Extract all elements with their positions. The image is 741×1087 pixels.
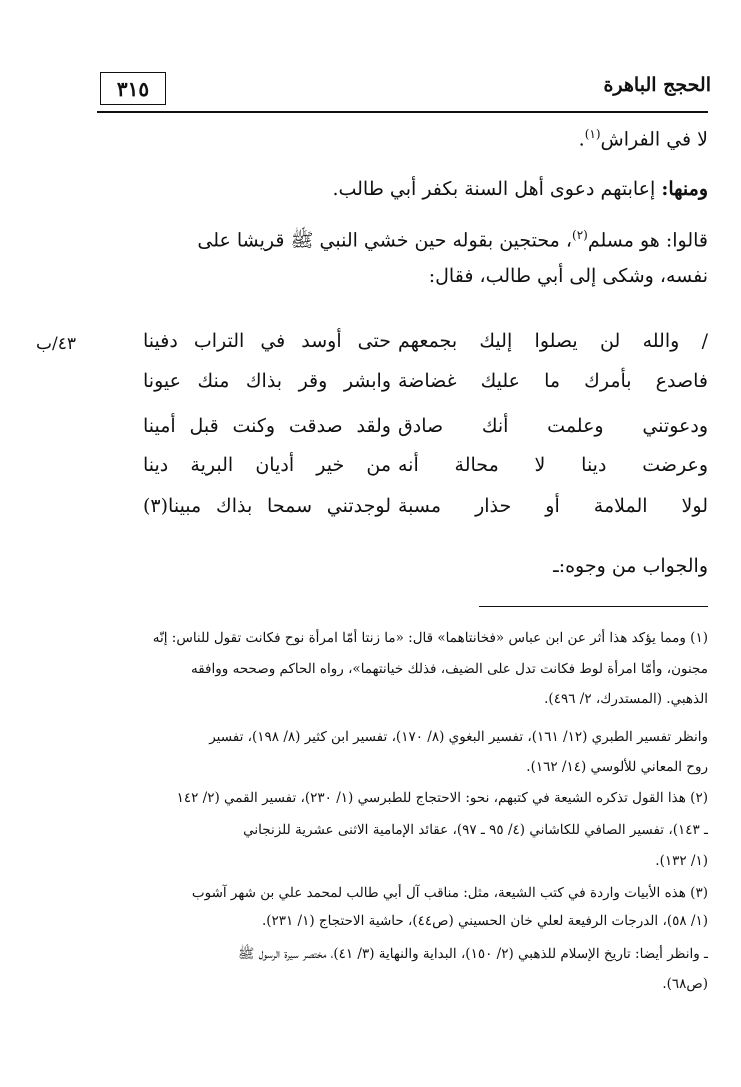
running-title: الحجج الباهرة [603, 74, 711, 96]
body-line-1 [579, 127, 708, 150]
footnote-ref-1: (١) [584, 127, 601, 141]
footnote-line: الذهبي. (المستدرك، ٢/ ٤٩٦). [544, 691, 708, 707]
body-line-3b: ، محتجين بقوله حين خشي النبي ﷺ قريشا على [197, 229, 573, 252]
verse-4-second: من خير أديان البرية دينا [143, 454, 391, 476]
footnote-line: (ص٦٨). [662, 976, 708, 992]
footnote-line: (١/ ٥٨)، الدرجات الرفيعة لعلي خان الحسيني (ص٤٤)، حاشية الاحتجاج (١/ ٢٣١). [261, 913, 708, 929]
page-number: ٣١٥ [116, 76, 150, 101]
footnote-line: روح المعاني للألوسي (١٤/ ١٦٢). [526, 759, 708, 775]
verse-2-first: فاصدع بأمرك ما عليك غضاضة [398, 370, 708, 392]
footnote-rule [479, 606, 708, 607]
footnote-ref-2: (٢) [572, 228, 588, 242]
body-line-2-text: إعابتهم دعوى أهل السنة بكفر أبي طالب. [332, 178, 662, 200]
verse-5-second: لوجدتني سمحا بذاك مبينا(٣) [143, 495, 391, 517]
verse-4-first: وعرضت دينا لا محالة أنه [398, 454, 708, 476]
manuscript-margin-ref: ٤٣/ب [36, 334, 76, 354]
page-number-box [100, 72, 166, 105]
verse-5-first: لولا الملامة أو حذار مسبة [398, 495, 708, 517]
body-line-1-end: . [578, 128, 585, 151]
verse-2-second: وابشر وقر بذاك منك عيونا [143, 370, 391, 392]
footnote-line: (١/ ١٣٢). [655, 853, 708, 869]
footnote-line: وانظر تفسير الطبري (١٢/ ١٦١)، تفسير البغوي (٨/ ١٧٠)، تفسير ابن كثير (٨/ ١٩٨)، تفسير [209, 729, 708, 745]
body-line-2 [332, 178, 708, 200]
verse-1-second: حتى أوسد في التراب دفينا [143, 330, 391, 352]
footnote-line: (٢) هذا القول تذكره الشيعة في كتبهم، نحو: الاحتجاج للطبرسي (١/ ٢٣٠)، تفسير القمي (٢/ ١٤٢ [176, 790, 708, 806]
section-label: ومنها: [661, 178, 708, 200]
footnote-line: ـ ١٤٣)، تفسير الصافي للكاشاني (٤/ ٩٥ ـ ٩٧)، عقائد الإمامية الاثنى عشرية للزنجاني [243, 822, 708, 838]
verse-3-second: ولقد صدقت وكنت قبل أمينا [143, 415, 391, 437]
footnote-line: (١) ومما يؤكد هذا أثر عن ابن عباس «فخانتاهما» قال: «ما زنتا أمّا امرأة نوح فكانت تقول للناس: إنّه [152, 630, 708, 646]
footnote-line: ـ وانظر أيضا: تاريخ الإسلام للذهبي (٢/ ١٥٠)، البداية والنهاية (٣/ ٤١)، مختصر سيرة الرسول ﷺ [237, 946, 708, 962]
verse-1-first: / والله لن يصلوا إليك بجمعهم [398, 330, 708, 352]
answer-line: والجواب من وجوه:ـ [553, 555, 708, 577]
footnote-line: مجنون، وأمّا امرأة لوط فكانت تدل على الضيف، فذلك خيانتهما»، رواه الحاكم وصححه ووافقه [190, 661, 708, 677]
body-line-3a: قالوا: هو مسلم [587, 229, 708, 252]
header-rule [97, 111, 708, 113]
body-line-1-text: لا في الفراش [600, 128, 708, 151]
body-line-3 [197, 228, 708, 256]
body-line-4: نفسه، وشكى إلى أبي طالب، فقال: [428, 265, 708, 287]
footnote-line: (٣) هذه الأبيات واردة في كتب الشيعة، مثل: مناقب آل أبي طالب لمحمد علي بن شهر آشوب [191, 885, 708, 901]
verse-3-first: ودعوتني وعلمت أنك صادق [398, 415, 708, 437]
